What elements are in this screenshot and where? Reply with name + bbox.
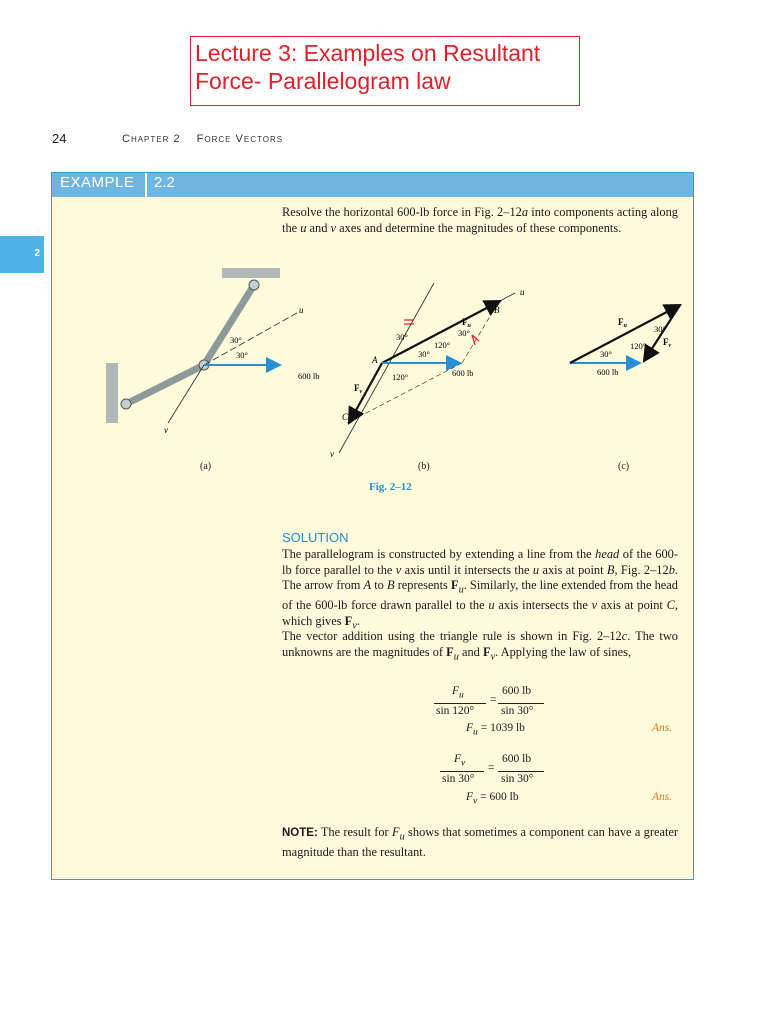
chapter-side-tab: [0, 236, 44, 273]
fig-b-point-c: C: [342, 412, 349, 422]
lecture-title-box: [190, 36, 580, 106]
fig-c-angle-2: 120°: [630, 341, 647, 351]
problem-statement: Resolve the horizontal 600-lb force in Fig. 2–12a into components acting along the u and v axes and determine the magnitudes of these components.: [282, 205, 678, 235]
eq1-num-left: $F_u$: [452, 685, 464, 701]
pin-lower: [121, 399, 131, 409]
fig-b-fv-label: $F_v$: [354, 383, 363, 395]
note-paragraph: NOTE: The result for $F_u$ shows that sometimes a component can have a greater magnitude than the resultant.: [282, 825, 679, 860]
fig-b-point-a: A: [372, 355, 378, 365]
fig-a-force-label: 600 lb: [298, 371, 320, 381]
fv-arrow-b: [349, 363, 382, 423]
solution-paragraph-1: The parallelogram is constructed by extending a line from the head of the 600-lb force parallel to the v axis until it intersects the u axis at point B, Fig. 2–12b. The arrow from A to B represents $F_u$. Similarly, the line extended from the head of the 600-lb force drawn parallel to the u axis intersects the v axis at point C, which gives $F_v$.: [282, 547, 679, 632]
chapter-title: Force Vectors: [196, 133, 284, 145]
eq2-equals: =: [488, 762, 495, 774]
figure-caption: Fig. 2–12: [369, 481, 412, 493]
eq2-den-left: sin 30°: [442, 773, 475, 785]
note-label: NOTE:: [282, 827, 318, 839]
fig-b-axis-u: u: [520, 287, 525, 297]
figure-a: [102, 263, 320, 443]
example-header-divider: [145, 173, 147, 197]
example-number: 2.2: [154, 174, 175, 191]
example-header: [52, 173, 693, 197]
solution-heading: SOLUTION: [282, 530, 349, 545]
eq1-result: $F_u = 1039$ lb: [466, 722, 525, 738]
wall-support: [106, 363, 118, 423]
fig-b-point-b: B: [494, 305, 500, 315]
fig-c-force-label: 600 lb: [597, 367, 619, 377]
page-number: 24: [52, 131, 67, 146]
eq2-num-left: $F_v$: [454, 753, 466, 769]
fig-b-axis-v: v: [330, 449, 334, 459]
fig-b-angle-2: 30°: [458, 328, 470, 338]
fig-a-axis-v: v: [164, 425, 168, 435]
fig-c-angle-1: 30°: [654, 324, 666, 334]
fig-c-fv-label: $F_v$: [663, 337, 672, 349]
eq1-num-right: 600 lb: [502, 685, 532, 697]
fig-label-a: (a): [200, 461, 212, 472]
fig-b-angle-3: 30°: [418, 349, 430, 359]
fig-b-angle-1: 30°: [396, 332, 408, 342]
chapter-side-tab-number: 2: [34, 248, 40, 259]
v-axis-line-b: [339, 283, 434, 453]
fig-label-c: (c): [618, 461, 630, 472]
eq2-fraction-line-right: [498, 771, 544, 772]
eq2-result: $F_v = 600$ lb: [466, 791, 519, 807]
eq1-den-right: sin 30°: [501, 705, 534, 717]
fig-a-axis-u: u: [299, 305, 304, 315]
fig-c-fu-label: $F_u$: [618, 317, 627, 329]
fig-b-force-label: 600 lb: [452, 368, 474, 378]
eq1-fraction-line-right: [498, 703, 544, 704]
fig-b-angle-5: 120°: [392, 372, 409, 382]
fig-a-angle-1: 30°: [230, 335, 242, 345]
fig-b-angle-4: 120°: [434, 340, 451, 350]
lecture-title-line1: Lecture 3: Examples on Resultant: [195, 40, 541, 66]
eq2-num-right: 600 lb: [502, 753, 532, 765]
example-label: EXAMPLE: [60, 174, 135, 191]
pin-upper: [249, 280, 259, 290]
fu-arrow-c: [570, 305, 680, 363]
fig-b-fu-label: $F_u$: [462, 317, 471, 329]
eq2-fraction-line-left: [440, 771, 484, 772]
figure-b: [322, 283, 542, 458]
eq2-answer-label: Ans.: [652, 791, 673, 803]
figure-c: [562, 298, 687, 378]
lecture-title-line2: Force- Parallelogram law: [195, 68, 451, 94]
chapter-header: [122, 133, 295, 145]
ceiling-support: [222, 268, 280, 278]
solution-paragraph-2: The vector addition using the triangle rule is shown in Fig. 2–12c. The two unknowns are the magnitudes of $F_u$ and $F_v$. Applying the law of sines,: [282, 629, 679, 663]
eq1-equals: =: [490, 694, 497, 706]
fig-a-angle-2: 30°: [236, 350, 248, 360]
eq2-den-right: sin 30°: [501, 773, 534, 785]
example-panel: [51, 172, 694, 880]
fig-label-b: (b): [418, 461, 430, 472]
chapter-label: Chapter 2: [122, 133, 181, 145]
eq1-answer-label: Ans.: [652, 722, 673, 734]
fig-c-angle-3: 30°: [600, 349, 612, 359]
eq1-fraction-line-left: [434, 703, 486, 704]
eq1-den-left: sin 120°: [436, 705, 475, 717]
